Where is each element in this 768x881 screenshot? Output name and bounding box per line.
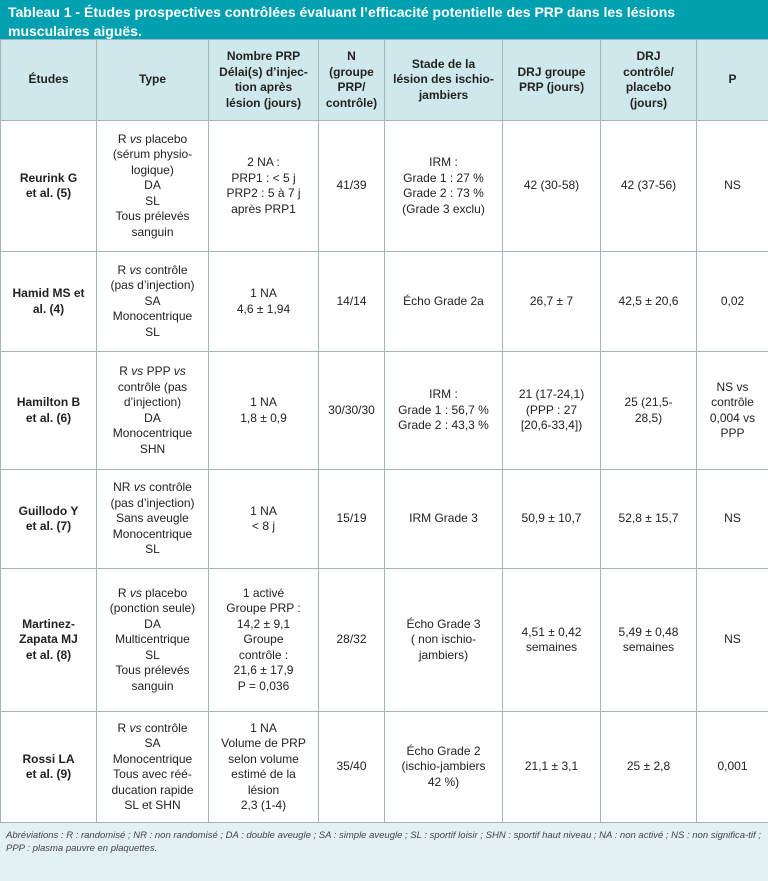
stade-cell	[385, 252, 503, 352]
cell-line: contrôle	[711, 395, 754, 409]
cell-line: < 8 j	[251, 519, 275, 533]
cell-line: ( non ischio-	[410, 632, 477, 647]
cell-line: 52,8 ± 15,7	[618, 511, 679, 526]
cell-line: Tous prélevés	[115, 209, 190, 224]
cell-line: SL et SHN	[124, 798, 181, 812]
cell-line: 26,7 ± 7	[529, 293, 574, 308]
cell-line: 4,6 ± 1,94	[236, 301, 291, 316]
type-cell	[97, 470, 209, 569]
cell-line: Volume de PRP	[221, 736, 306, 750]
cell-line: 1 NA	[250, 720, 277, 735]
cell-line: SL	[145, 193, 160, 208]
stade-cell	[385, 121, 503, 252]
cell-line: (pas d’injection)	[110, 278, 195, 293]
cell-line: Grade 2 : 73 %	[403, 186, 484, 200]
cell-line: DA	[144, 616, 161, 631]
drj-prp-cell	[503, 712, 601, 823]
header-line: contrôle)	[325, 95, 378, 110]
table-row	[1, 352, 768, 470]
header-line: Type	[138, 72, 167, 87]
cell-line: 2 NA :	[247, 155, 280, 169]
cell-line: Sans aveugle	[116, 511, 189, 526]
header-line: PRP/	[337, 80, 366, 94]
header-line: N	[347, 49, 356, 63]
cell-line: après PRP1	[231, 201, 296, 216]
study-cell	[1, 121, 97, 252]
drj-prp-cell	[503, 252, 601, 352]
cell-line: 35/40	[336, 759, 367, 774]
cell-line: 41/39	[336, 178, 367, 193]
cell-line: Monocentrique	[112, 751, 193, 766]
n-cell	[319, 252, 385, 352]
cell-line: Monocentrique	[112, 309, 193, 324]
cell-line: 21,1 ± 3,1	[524, 759, 579, 774]
cell-line: et al. (9)	[25, 767, 72, 781]
cell-line: Multicentrique	[115, 632, 190, 647]
drj-controle-cell	[601, 121, 697, 252]
study-cell	[1, 470, 97, 569]
cell-line: d’injection)	[123, 395, 182, 409]
type-cell	[97, 252, 209, 352]
cell-line: DA	[144, 178, 161, 193]
cell-line: NS	[724, 632, 741, 647]
header-etudes	[1, 40, 97, 121]
table-row	[1, 470, 768, 569]
cell-line: Écho Grade 2a	[403, 293, 484, 308]
cell-line: [20,6-33,4])	[520, 418, 583, 433]
header-type	[97, 40, 209, 121]
cell-line: semaines	[622, 640, 675, 654]
cell-line: 1 NA	[250, 286, 277, 300]
cell-line: Écho Grade 3	[406, 616, 481, 631]
cell-line: (sérum physio-	[112, 147, 193, 162]
cell-line: 21 (17-24,1)	[518, 387, 585, 402]
cell-line: (ponction seule)	[109, 601, 196, 616]
cell-line: 1 NA	[250, 395, 277, 409]
header-n	[319, 40, 385, 121]
drj-controle-cell	[601, 352, 697, 470]
drj-prp-cell	[503, 121, 601, 252]
cell-line: Tous avec réé-	[113, 767, 192, 781]
cell-line: selon volume	[228, 751, 299, 766]
cell-line: 4,51 ± 0,42	[521, 624, 582, 639]
cell-line: lésion	[247, 782, 280, 797]
cell-line: 25 ± 2,8	[626, 759, 671, 774]
cell-line: sanguin	[131, 678, 174, 693]
header-line: contrôle/	[623, 64, 674, 79]
stade-cell	[385, 470, 503, 569]
n-cell	[319, 712, 385, 823]
drj-prp-cell	[503, 470, 601, 569]
type-cell	[97, 121, 209, 252]
p-value-cell	[697, 569, 768, 712]
header-line: placebo	[625, 80, 672, 94]
stade-cell	[385, 569, 503, 712]
cell-line: semaines	[525, 640, 578, 654]
table-row	[1, 712, 768, 823]
cell-line: IRM Grade 3	[409, 511, 478, 526]
cell-line: (PPP : 27	[525, 402, 578, 417]
cell-line: (pas d’injection)	[110, 495, 195, 510]
cell-line: NS vs	[716, 379, 749, 394]
header-line: (jours)	[629, 95, 668, 110]
cell-line: DA	[144, 410, 161, 425]
cell-line: Guillodo Y	[18, 503, 79, 518]
cell-line: PPP	[720, 426, 745, 440]
cell-line: 1,8 ± 0,9	[240, 410, 287, 425]
header-drj-controle	[601, 40, 697, 121]
cell-line: Grade 1 : 56,7 %	[398, 402, 489, 417]
cell-line: 1 activé	[242, 585, 285, 600]
header-drj-prp	[503, 40, 601, 121]
p-value-cell	[697, 252, 768, 352]
table-title: Tableau 1 - Études prospectives contrôlées évaluant l’efficacité potentielle des PRP dans les lésions musculaires aiguës.	[0, 0, 768, 39]
type-cell	[97, 569, 209, 712]
cell-line: R vs PPP vs	[119, 364, 186, 378]
table-row	[1, 569, 768, 712]
cell-line: NS	[724, 511, 741, 526]
cell-line: Monocentrique	[112, 526, 193, 541]
table-row	[1, 252, 768, 352]
prp-cell	[209, 252, 319, 352]
prp-cell	[209, 712, 319, 823]
cell-line: jambiers)	[418, 647, 469, 662]
cell-line: contrôle (pas	[117, 379, 188, 394]
header-line: DRJ groupe	[517, 64, 586, 79]
header-line: Nombre PRP	[226, 49, 301, 63]
n-cell	[319, 121, 385, 252]
p-value-cell	[697, 121, 768, 252]
cell-line: R vs contrôle	[117, 262, 188, 277]
cell-line: Martinez-	[22, 616, 75, 631]
header-line: DRJ	[636, 49, 661, 63]
cell-line: 42 (30-58)	[523, 178, 580, 193]
cell-line: Groupe	[243, 632, 284, 647]
stade-cell	[385, 712, 503, 823]
prp-cell	[209, 352, 319, 470]
drj-controle-cell	[601, 569, 697, 712]
cell-line: Zapata MJ	[19, 632, 78, 647]
cell-line: et al. (7)	[25, 519, 72, 533]
cell-line: R vs placebo	[117, 585, 188, 600]
drj-controle-cell	[601, 252, 697, 352]
type-cell	[97, 712, 209, 823]
n-cell	[319, 569, 385, 712]
study-cell	[1, 352, 97, 470]
header-line: jambiers	[418, 87, 469, 102]
cell-line: 0,004 vs	[709, 410, 756, 425]
cell-line: et al. (6)	[25, 410, 72, 425]
header-nombre-prp	[209, 40, 319, 121]
cell-line: 21,6 ± 17,9	[233, 663, 294, 678]
table-row	[1, 121, 768, 252]
cell-line: IRM :	[429, 155, 458, 169]
drj-controle-cell	[601, 470, 697, 569]
cell-line: P = 0,036	[237, 678, 290, 693]
header-line: lésion (jours)	[225, 95, 302, 110]
cell-line: Écho Grade 2	[406, 743, 481, 758]
cell-line: 1 NA	[250, 503, 277, 518]
drj-prp-cell	[503, 352, 601, 470]
cell-line: (ischio-jambiers	[401, 759, 486, 774]
cell-line: 15/19	[336, 511, 367, 526]
cell-line: sanguin	[131, 224, 174, 239]
header-line: Stade de la	[411, 56, 476, 71]
cell-line: 14/14	[336, 293, 367, 308]
cell-line: 28,5)	[634, 410, 663, 425]
study-cell	[1, 569, 97, 712]
cell-line: 30/30/30	[328, 402, 375, 417]
cell-line: R vs contrôle	[117, 720, 188, 735]
cell-line: Grade 2 : 43,3 %	[398, 418, 489, 433]
n-cell	[319, 470, 385, 569]
cell-line: SA	[144, 293, 161, 308]
cell-line: Grade 1 : 27 %	[403, 170, 484, 185]
header-line: PRP (jours)	[518, 80, 585, 94]
p-value-cell	[697, 470, 768, 569]
cell-line: PRP1 : < 5 j	[231, 170, 296, 185]
cell-line: NR vs contrôle	[113, 480, 192, 495]
cell-line: 0,02	[720, 293, 745, 308]
studies-table	[0, 39, 768, 823]
cell-line: et al. (5)	[25, 186, 72, 200]
cell-line: et al. (8)	[25, 647, 72, 662]
cell-line: Monocentrique	[112, 426, 193, 440]
p-value-cell	[697, 352, 768, 470]
header-line: Délai(s) d’injec-	[219, 64, 308, 79]
cell-line: contrôle :	[238, 647, 289, 662]
drj-prp-cell	[503, 569, 601, 712]
cell-line: SL	[145, 542, 160, 557]
cell-line: 42 (37-56)	[620, 178, 677, 193]
table-body	[1, 121, 768, 823]
cell-line: Tous prélevés	[115, 663, 190, 678]
header-line: P	[728, 72, 737, 87]
cell-line: SHN	[139, 441, 166, 456]
drj-controle-cell	[601, 712, 697, 823]
cell-line: NS	[724, 178, 741, 193]
study-cell	[1, 712, 97, 823]
cell-line: IRM :	[429, 387, 458, 402]
cell-line: SA	[144, 736, 161, 750]
header-line: Études	[28, 72, 69, 87]
cell-line: Groupe PRP :	[226, 601, 301, 616]
header-line: tion après	[234, 80, 293, 94]
cell-line: 5,49 ± 0,48	[618, 624, 679, 639]
cell-line: Hamid MS et	[12, 286, 85, 300]
cell-line: al. (4)	[32, 301, 65, 316]
study-cell	[1, 252, 97, 352]
cell-line: 2,3 (1-4)	[240, 798, 287, 812]
cell-line: estimé de la	[231, 767, 296, 781]
cell-line: 14,2 ± 9,1	[236, 616, 291, 631]
cell-line: 42,5 ± 20,6	[618, 293, 679, 308]
cell-line: 25 (21,5-	[624, 395, 673, 409]
table-header-row	[1, 40, 768, 121]
prp-cell	[209, 470, 319, 569]
cell-line: 42 %)	[427, 774, 460, 789]
abbreviations-footnote: Abréviations : R : randomisé ; NR : non randomisé ; DA : double aveugle ; SA : simple aveugle ; SL : sportif loisir ; SHN : sportif haut niveau ; NA : non activé ; NS : non significa-tif ; PPP : plasma pauvre en plaquettes.	[0, 823, 768, 855]
cell-line: Hamilton B	[16, 395, 81, 409]
cell-line: PRP2 : 5 à 7 j	[226, 186, 301, 200]
cell-line: 0,001	[717, 759, 748, 774]
cell-line: (Grade 3 exclu)	[402, 201, 485, 216]
cell-line: Reurink G	[19, 170, 78, 185]
prp-cell	[209, 121, 319, 252]
p-value-cell	[697, 712, 768, 823]
cell-line: SL	[145, 324, 160, 339]
cell-line: R vs placebo	[117, 131, 188, 146]
prp-cell	[209, 569, 319, 712]
stade-cell	[385, 352, 503, 470]
cell-line: Rossi LA	[22, 751, 75, 766]
n-cell	[319, 352, 385, 470]
cell-line: ducation rapide	[111, 782, 194, 797]
header-line: (groupe	[329, 64, 374, 79]
cell-line: 50,9 ± 10,7	[521, 511, 582, 526]
header-p	[697, 40, 768, 121]
cell-line: 28/32	[336, 632, 367, 647]
header-line: lésion des ischio-	[393, 72, 494, 87]
cell-line: logique)	[131, 162, 174, 177]
cell-line: SL	[145, 647, 160, 662]
type-cell	[97, 352, 209, 470]
header-stade	[385, 40, 503, 121]
